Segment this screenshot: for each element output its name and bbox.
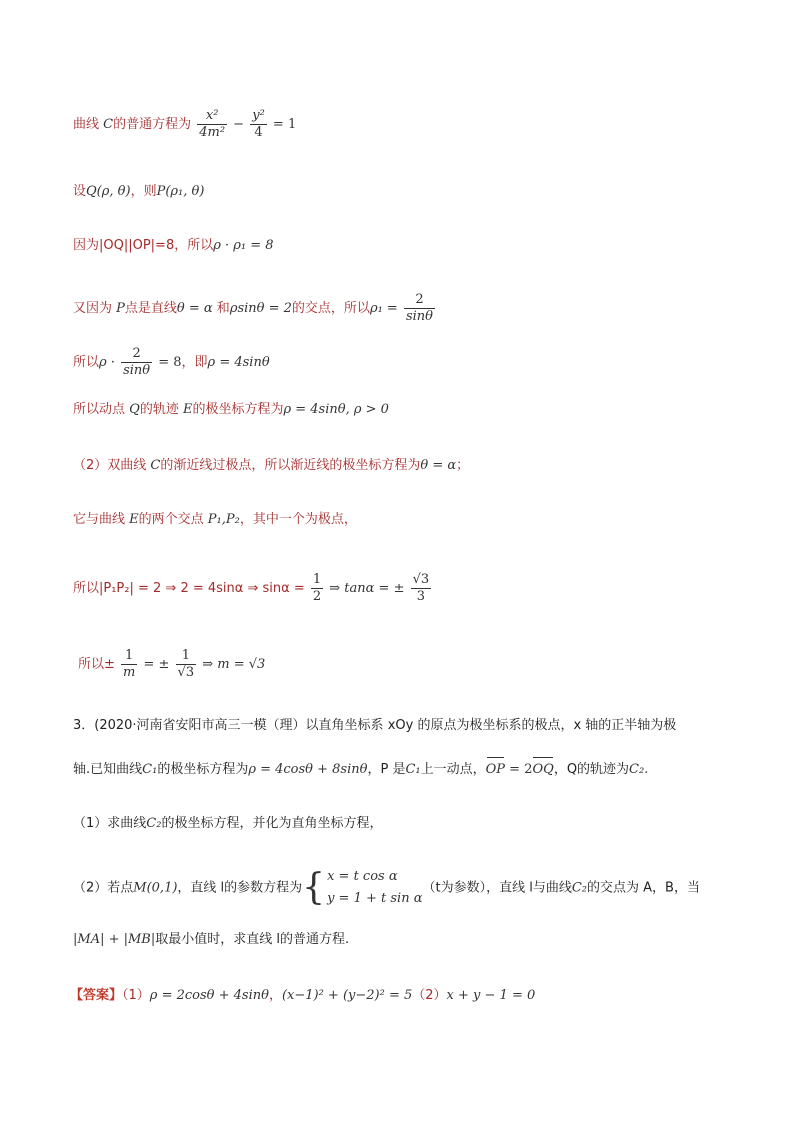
trajectory-e: 所以动点 Q的轨迹 E的极坐标方程为ρ = 4sinθ, ρ > 0 bbox=[73, 402, 389, 417]
fraction: $\frac{2}{\sin\theta}$ bbox=[405, 292, 433, 324]
problem-3-part1: （1）求曲线C₂的极坐标方程，并化为直角坐标方程， bbox=[73, 816, 383, 831]
curve-c-equation: 曲线 C的普通方程为 $\frac{\text{x²}}{\text{4m²}}$ − $\frac{\text{y²}}{4}$ = 1 bbox=[73, 108, 297, 140]
vector-oq: OQ bbox=[532, 760, 553, 780]
tan-derivation: 所以|P₁P₂| = 2 ⇒ 2 = 4sinα ⇒ sinα = $\frac{1}{2}$ ⇒ tanα = ± $\frac{√3}{3}$ bbox=[73, 572, 430, 604]
fraction: $\frac{\text{x²}}{\text{4m²}}$ bbox=[199, 108, 226, 140]
part2-asymptote: （2）双曲线 C的渐近线过极点，所以渐近线的极坐标方程为θ = α； bbox=[73, 458, 470, 473]
fraction: $\frac{1}{2}$ bbox=[312, 572, 322, 604]
fraction: $\frac{1}{m}$ bbox=[123, 648, 136, 680]
intersection-statement: 又因为 P点是直线θ = α 和ρsinθ = 2的交点，所以ρ₁ = $\frac{2}{\sin\theta}$ bbox=[73, 292, 433, 324]
rho-derivation: 所以ρ · $\frac{2}{\sin\theta}$ = 8，即ρ = 4sinθ bbox=[73, 346, 270, 378]
problem-3-setup: 轴.已知曲线C₁的极坐标方程为ρ = 4cosθ + 8sinθ，P 是C₁上一动点，OP = 2OQ，Q的轨迹为C₂. bbox=[73, 760, 648, 780]
answer-line: 【答案】（1）ρ = 2cosθ + 4sinθ，(x−1)² + (y−2)² = 5（2）x + y − 1 = 0 bbox=[70, 988, 536, 1003]
parametric-system: x = t cos α y = 1 + t sin α bbox=[327, 869, 423, 906]
problem-3-intro: 3．(2020·河南省安阳市高三一模（理）以直角坐标系 xOy 的原点为极坐标系的极点，x 轴的正半轴为极 bbox=[73, 718, 677, 733]
problem-3-part2: （2）若点M(0,1)，直线 l的参数方程为{ x = t cos α y = 1 + t sin α （t为参数），直线 l与曲线C₂的交点为 A，B，当 bbox=[73, 867, 700, 908]
left-brace: { bbox=[302, 867, 326, 908]
intersection-points: 它与曲线 E的两个交点 P₁,P₂，其中一个为极点， bbox=[73, 512, 357, 527]
problem-3-part2-cont: |MA| + |MB|取最小值时，求直线 l的普通方程. bbox=[73, 932, 350, 947]
product-statement: 因为|OQ||OP|=8，所以ρ · ρ₁ = 8 bbox=[73, 238, 274, 253]
fraction: $\frac{2}{\sin\theta}$ bbox=[123, 346, 151, 378]
vector-op: OP bbox=[486, 760, 505, 780]
answer-tag: 【答案】 bbox=[70, 988, 123, 1003]
set-q-p: 设Q(ρ, θ)，则P(ρ₁, θ) bbox=[73, 184, 205, 199]
fraction: $\frac{\text{y²}}{4}$ bbox=[252, 108, 265, 140]
fraction: $\frac{√3}{3}$ bbox=[412, 572, 430, 604]
m-derivation: 所以± $\frac{1}{m}$ = ± $\frac{1}{√3}$ ⇒ m = √3 bbox=[78, 648, 266, 680]
fraction: $\frac{1}{√3}$ bbox=[177, 648, 195, 680]
